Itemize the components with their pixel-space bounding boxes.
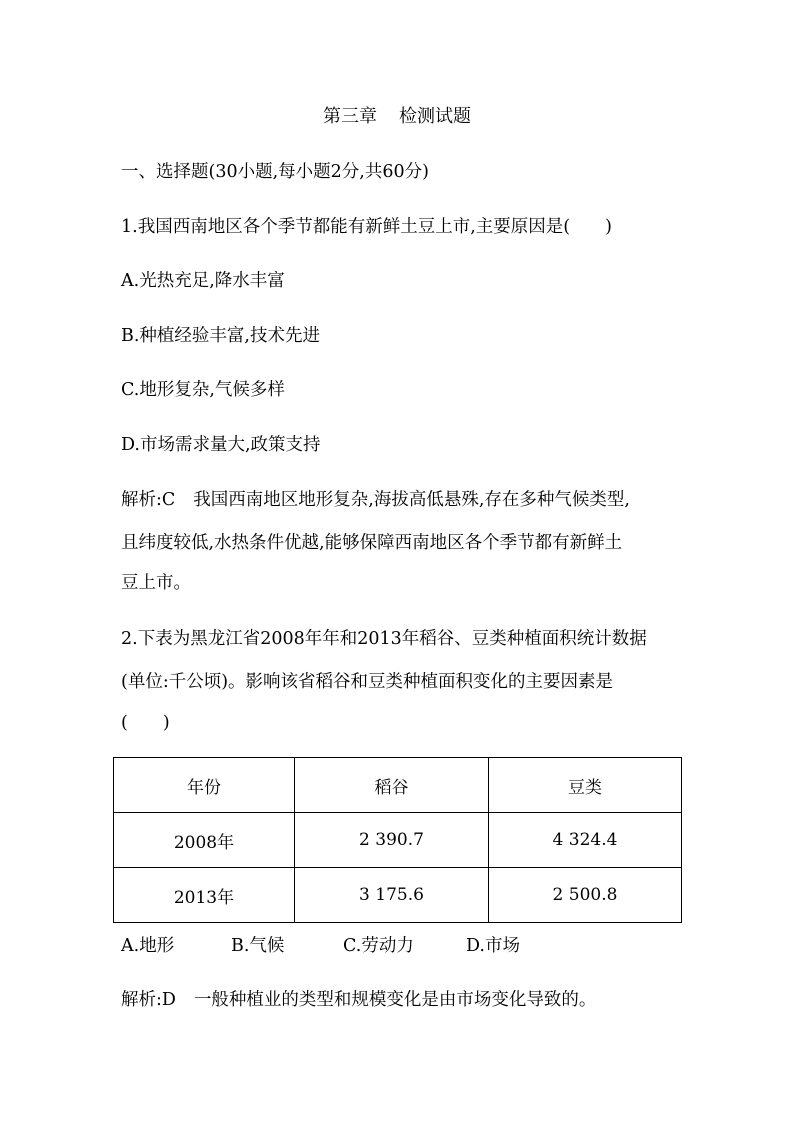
question-2-option-d: D.市场	[466, 936, 520, 956]
table-row	[114, 868, 682, 923]
section-heading: 一、选择题(30小题,每小题2分,共60分)	[121, 162, 429, 182]
question-2-option-a: A.地形	[121, 936, 175, 956]
question-1-option-c: C.地形复杂,气候多样	[121, 380, 285, 400]
table-cell: 3 175.6	[295, 868, 489, 923]
table-cell: 2 390.7	[295, 813, 489, 868]
question-2-option-c: C.劳动力	[343, 936, 414, 956]
question-1-analysis-line-2: 且纬度较低,水热条件优越,能够保障西南地区各个季节都有新鲜土	[121, 533, 623, 553]
analysis-text: 我国西南地区地形复杂,海拔高低悬殊,存在多种气候类型,	[193, 490, 630, 510]
question-2-stem-line-3: ( )	[121, 713, 170, 733]
table-header-cell: 年份	[114, 758, 295, 813]
analysis-text: 一般种植业的类型和规模变化是由市场变化导致的。	[193, 990, 597, 1010]
question-2-stem-line-1: 2.下表为黑龙江省2008年年和2013年稻谷、豆类种植面积统计数据	[121, 629, 647, 649]
page-title	[0, 105, 794, 129]
table-row	[114, 813, 682, 868]
table-header-cell: 稻谷	[295, 758, 489, 813]
question-1-analysis-line-3: 豆上市。	[121, 573, 191, 593]
data-table	[113, 757, 682, 923]
table-cell: 2013年	[114, 868, 295, 923]
question-2-options	[121, 934, 520, 958]
question-1-option-d: D.市场需求量大,政策支持	[121, 435, 321, 455]
table-header-cell: 豆类	[489, 758, 682, 813]
question-1-analysis-line-1	[121, 488, 630, 512]
analysis-label: 解析:C	[121, 490, 176, 510]
table-cell: 2008年	[114, 813, 295, 868]
question-1-option-b: B.种植经验丰富,技术先进	[121, 326, 320, 346]
analysis-label: 解析:D	[121, 990, 176, 1010]
table-cell: 2 500.8	[489, 868, 682, 923]
question-1-option-a: A.光热充足,降水丰富	[121, 271, 285, 291]
chapter-label: 第三章	[323, 106, 377, 127]
question-1-stem: 1.我国西南地区各个季节都能有新鲜土豆上市,主要原因是( )	[121, 217, 612, 237]
question-2-analysis	[121, 988, 596, 1012]
title-label: 检测试题	[399, 106, 471, 127]
question-2-stem-line-2: (单位:千公顷)。影响该省稻谷和豆类种植面积变化的主要因素是	[121, 672, 614, 692]
table-header-row	[114, 758, 682, 813]
question-2-option-b: B.气候	[231, 936, 285, 956]
table-cell: 4 324.4	[489, 813, 682, 868]
